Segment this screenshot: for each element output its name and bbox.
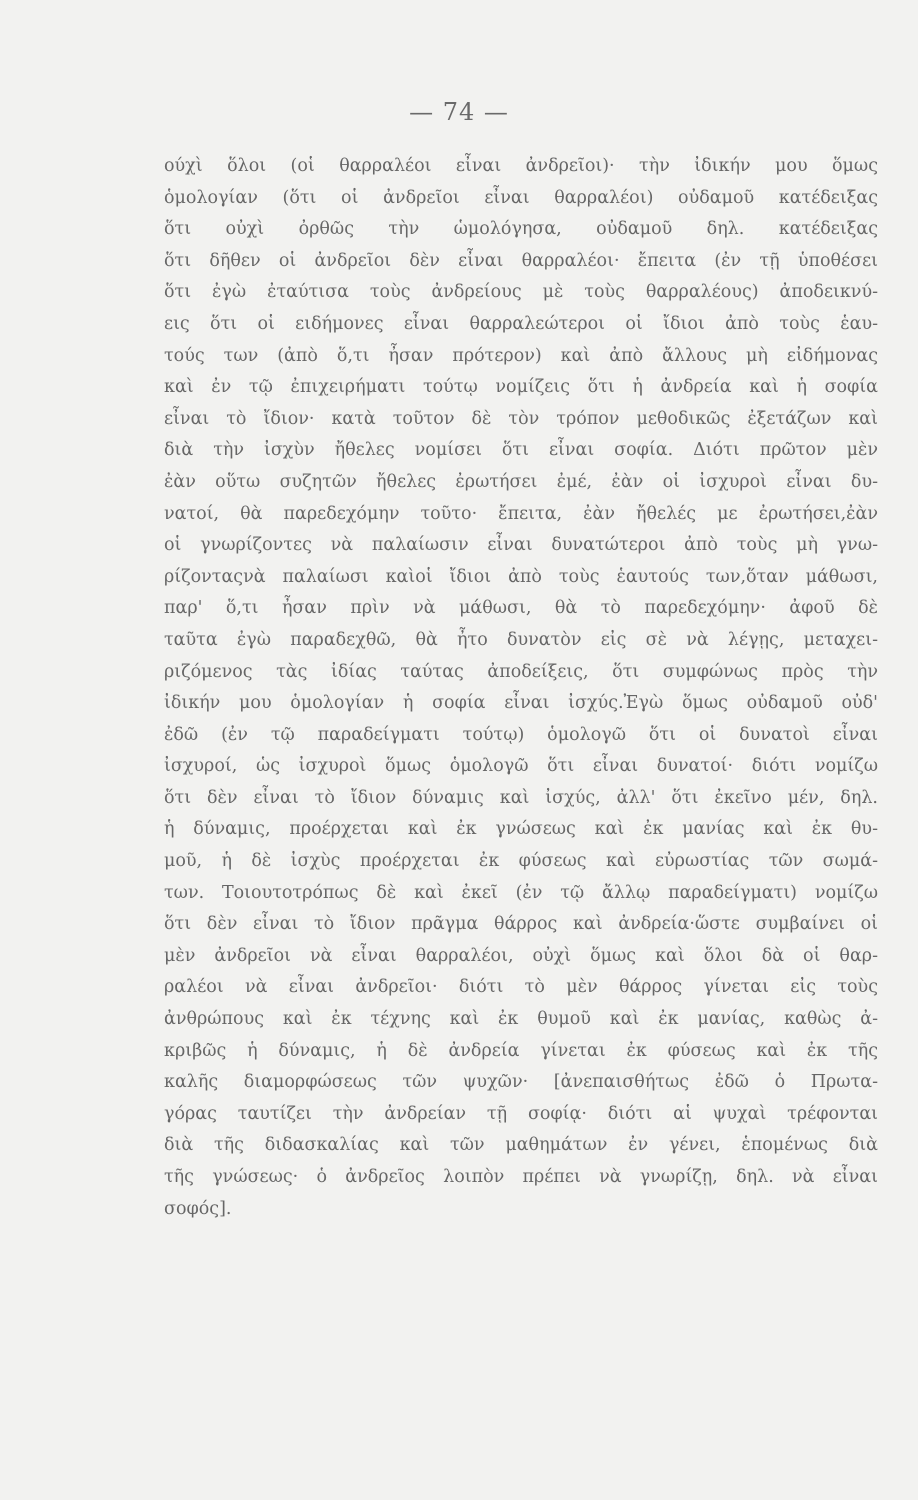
text-line: ὅτι δὲν εἶναι τὸ ἴδιον πρᾶγμα θάρρος καὶ ἀνδρεία·ὥστε συμβαίνει οἱ — [164, 914, 878, 935]
text-line: ὅτι δὲν εἶναι τὸ ἴδιον δύναμις καὶ ἰσχύς, ἀλλ' ὅτι ἐκεῖνο μέν, δηλ. — [164, 787, 878, 808]
text-line: διὰ τὴν ἰσχὺν ἤθελες νομίσει ὅτι εἶναι σοφία. Διότι πρῶτον μὲν — [164, 440, 878, 461]
text-line: νατοί, θὰ παρεδεχόμην τοῦτο· ἔπειτα, ἐὰν ἤθελές με ἐρωτήσει,ἐὰν — [164, 503, 878, 524]
text-line: τούς των (ἀπὸ ὅ,τι ἦσαν πρότερον) καὶ ἀπὸ ἄλλους μὴ εἰδήμονας — [164, 345, 878, 366]
text-line: εις ὅτι οἱ ειδήμονες εἶναι θαρραλεώτεροι οἱ ἴδιοι ἀπὸ τοὺς ἑαυ- — [164, 313, 878, 334]
page-number: — 74 — — [409, 98, 509, 126]
text-line: κριβῶς ἡ δύναμις, ἡ δὲ ἀνδρεία γίνεται ἐκ φύσεως καὶ ἐκ τῆς — [164, 1040, 878, 1061]
text-line: ριζόμενος τὰς ἰδίας ταύτας ἀποδείξεις, ὅτι συμφώνως πρὸς τὴν — [164, 661, 878, 682]
text-line: ραλέοι νὰ εἶναι ἀνδρεῖοι· διότι τὸ μὲν θάρρος γίνεται εἰς τοὺς — [164, 977, 878, 998]
text-line: των. Τοιουτοτρόπως δὲ καὶ ἐκεῖ (ἐν τῷ ἄλλῳ παραδείγματι) νομίζω — [164, 882, 878, 903]
text-line: ἰδικήν μου ὁμολογίαν ἡ σοφία εἶναι ἰσχύς.Ἐγὼ ὅμως οὐδαμοῦ οὐδ' — [164, 693, 878, 714]
text-line: μοῦ, ἡ δὲ ἰσχὺς προέρχεται ἐκ φύσεως καὶ εὐρωστίας τῶν σωμά- — [164, 851, 878, 872]
text-line: τῆς γνώσεως· ὁ ἀνδρεῖος λοιπὸν πρέπει νὰ γνωρίζῃ, δηλ. νὰ εἶναι — [164, 1167, 878, 1187]
text-line: μὲν ἀνδρεῖοι νὰ εἶναι θαρραλέοι, οὐχὶ ὅμως καὶ ὅλοι δὰ οἱ θαρ- — [164, 945, 878, 966]
text-line: ταῦτα ἐγὼ παραδεχθῶ, θὰ ἦτο δυνατὸν εἰς σὲ νὰ λέγῃς, μεταχει- — [164, 629, 878, 650]
text-line: ἐδῶ (ἐν τῷ παραδείγματι τούτῳ) ὁμολογῶ ὅτι οἱ δυνατοὶ εἶναι — [164, 724, 878, 745]
text-line: καλῆς διαμορφώσεως τῶν ψυχῶν· [ἀνεπαισθήτως ἐδῶ ὁ Πρωτα- — [164, 1072, 878, 1093]
text-line-last: σοφός]. — [164, 1198, 232, 1219]
text-line: διὰ τῆς διδασκαλίας καὶ τῶν μαθημάτων ἐν γένει, ἑπομένως διὰ — [164, 1135, 878, 1156]
body-text — [164, 151, 878, 1225]
text-line: ἐὰν οὕτω συζητῶν ἤθελες ἐρωτήσει ἐμέ, ἐὰν οἱ ἰσχυροὶ εἶναι δυ- — [164, 471, 878, 492]
text-line: παρ' ὅ,τι ἦσαν πρὶν νὰ μάθωσι, θὰ τὸ παρεδεχόμην· ἀφοῦ δὲ — [164, 598, 878, 619]
text-line: ὅτι δῆθεν οἱ ἀνδρεῖοι δὲν εἶναι θαρραλέοι· ἔπειτα (ἐν τῇ ὑποθέσει — [164, 250, 878, 271]
text-line: ὁμολογίαν (ὅτι οἱ ἀνδρεῖοι εἶναι θαρραλέοι) οὐδαμοῦ κατέδειξας — [164, 187, 878, 208]
text-line: ούχὶ ὅλοι (οἱ θαρραλέοι εἶναι ἀνδρεῖοι)· τὴν ἰδικήν μου ὅμως — [164, 156, 878, 176]
text-line: οἱ γνωρίζοντες νὰ παλαίωσιν εἶναι δυνατώτεροι ἀπὸ τοὺς μὴ γνω- — [164, 535, 878, 556]
text-line: ἀνθρώπους καὶ ἐκ τέχνης καὶ ἐκ θυμοῦ καὶ ἐκ μανίας, καθὼς ἀ- — [164, 1009, 878, 1030]
text-line: ὅτι οὐχὶ ὀρθῶς τὴν ὡμολόγησα, οὐδαμοῦ δηλ. κατέδειξας — [164, 219, 878, 240]
text-line: γόρας ταυτίζει τὴν ἀνδρείαν τῇ σοφίᾳ· διότι αἱ ψυχαὶ τρέφονται — [164, 1103, 878, 1124]
text-line: ρίζονταςνὰ παλαίωσι καὶοἱ ἴδιοι ἀπὸ τοὺς ἑαυτούς των,ὅταν μάθωσι, — [164, 566, 878, 587]
text-line: καὶ ἐν τῷ ἐπιχειρήματι τούτῳ νομίζεις ὅτι ἡ ἀνδρεία καὶ ἡ σοφία — [164, 377, 878, 398]
text-line: ἰσχυροί, ὡς ἰσχυροὶ ὅμως ὁμολογῶ ὅτι εἶναι δυνατοί· διότι νομίζω — [164, 756, 878, 777]
text-line: ἡ δύναμις, προέρχεται καὶ ἐκ γνώσεως καὶ ἐκ μανίας καὶ ἐκ θυ- — [164, 819, 878, 840]
text-line: ὅτι ἐγὼ ἐταύτισα τοὺς ἀνδρείους μὲ τοὺς θαρραλέους) ἀποδεικνύ- — [164, 282, 878, 303]
text-line: εἶναι τὸ ἴδιον· κατὰ τοῦτον δὲ τὸν τρόπον μεθοδικῶς ἐξετάζων καὶ — [164, 408, 878, 429]
